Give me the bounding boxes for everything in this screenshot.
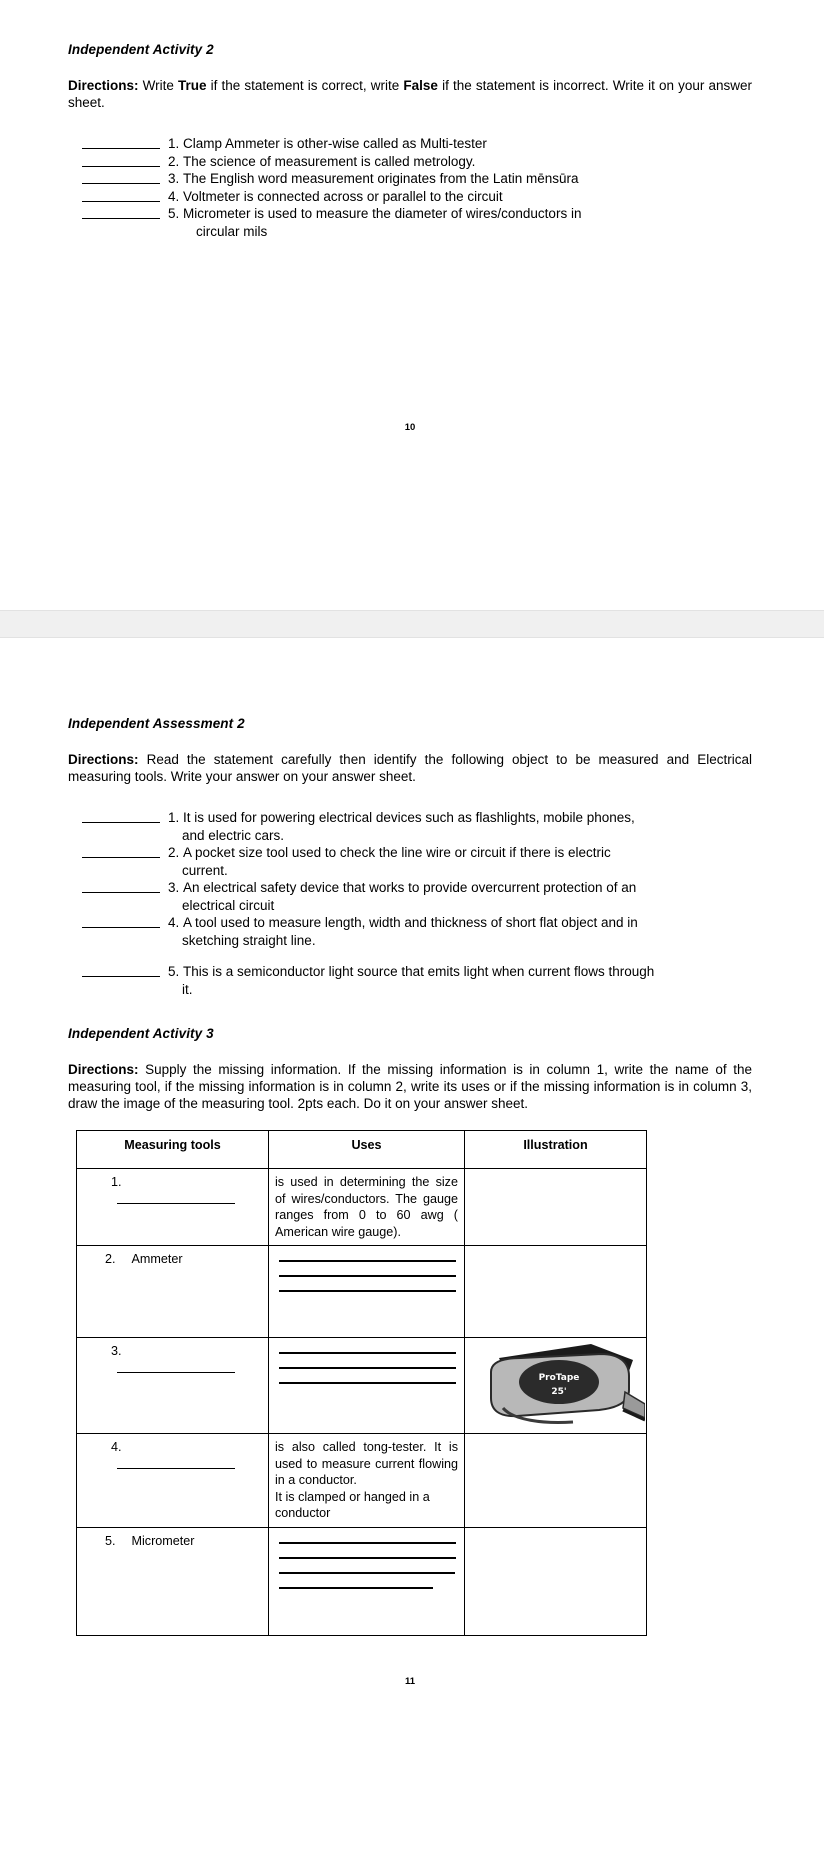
item-text: The science of measurement is called metrology. [183,153,476,169]
table-row [77,1338,647,1434]
item-text: It is used for powering electrical devices such as flashlights, mobile phones, [183,810,635,825]
item-text-line2: it. [182,981,193,997]
directions-bold-false: False [403,78,438,93]
table-row [77,1434,647,1528]
tool-answer-blank[interactable] [117,1468,235,1469]
item-number: 5. [168,206,180,221]
tool-name: Ammeter [131,1252,183,1266]
truefalse-question-list [68,135,752,240]
list-item [68,963,752,998]
page-separator [0,610,824,638]
item-text-line2: electrical circuit [182,897,275,913]
cell-illustration [465,1338,647,1434]
directions-text: Supply the missing information. If the missing information is in column 1, write the name of the measuring tool, if the missing information is in column 2, write its uses or if the missing information is in column 3, draw the image of the measuring tool. 2pts each. Do it on your answer sheet. [68,1062,752,1111]
item-number: 5. [168,964,180,979]
directions-activity-2 [68,77,752,111]
item-text: Clamp Ammeter is other-wise called as Multi-tester [183,136,487,151]
svg-text:25': 25' [551,1387,567,1397]
uses-answer-line[interactable] [279,1572,455,1574]
directions-assessment-2 [68,751,752,785]
cell-uses [269,1338,465,1434]
tool-name: Micrometer [131,1533,195,1548]
list-item [68,809,752,844]
measuring-tools-table [76,1130,647,1636]
item-text: A tool used to measure length, width and thickness of short flat object and in [183,915,638,930]
cell-tool [77,1246,269,1338]
answer-blank[interactable] [82,892,160,893]
item-number: 4. [168,188,180,204]
page-title-activity-2: Independent Activity 2 [68,42,214,57]
list-item [68,914,752,949]
table-row [77,1527,647,1635]
uses-answer-line[interactable] [279,1542,456,1544]
answer-blank[interactable] [82,857,160,858]
page-number: 11 [404,1675,416,1687]
directions-bold-true: True [178,78,207,93]
cell-tool [77,1434,269,1528]
cell-uses [269,1527,465,1635]
uses-text: is also called tong-tester. It is used to measure current flowing in a conductor. [275,1440,458,1487]
table-row [77,1169,647,1246]
cell-uses [269,1434,465,1528]
column-header-measuring-tools: Measuring tools [77,1131,269,1169]
row-number: 2. [105,1252,116,1266]
answer-blank[interactable] [82,183,160,184]
item-number: 3. [168,171,180,186]
directions-activity-3 [68,1061,752,1112]
list-item [68,205,752,240]
column-header-illustration: Illustration [465,1131,647,1169]
cell-tool [77,1169,269,1246]
item-text: The English word measurement originates from the Latin mēnsūra [183,171,579,186]
cell-tool [77,1338,269,1434]
cell-uses [269,1246,465,1338]
assessment-question-list [68,809,752,998]
answer-blank[interactable] [82,201,160,202]
tool-answer-blank[interactable] [117,1203,235,1204]
item-text-line2: current. [182,862,228,878]
list-item [68,135,752,153]
svg-text:ProTape: ProTape [538,1373,580,1383]
answer-blank[interactable] [82,166,160,167]
item-number: 4. [168,915,180,930]
uses-answer-line[interactable] [279,1382,456,1384]
table-row [77,1246,647,1338]
item-text: A pocket size tool used to check the line wire or circuit if there is electric [183,845,611,860]
tool-answer-blank[interactable] [117,1372,235,1373]
list-item [68,188,752,206]
item-text: Voltmeter is connected across or parallel to the circuit [183,188,503,204]
cell-uses: is used in determining the size of wires/conductors. The gauge ranges from 0 to 60 awg ( American wire gauge). [269,1169,465,1246]
list-item [68,153,752,171]
page-2 [0,638,824,1865]
item-number: 2. [168,845,180,860]
list-item [68,879,752,914]
page-title-activity-3: Independent Activity 3 [68,1026,214,1041]
row-number: 5. [105,1533,116,1548]
answer-blank[interactable] [82,218,160,219]
cell-illustration [465,1434,647,1528]
page-1 [0,0,824,610]
row-number: 4. [111,1440,122,1454]
item-number: 1. [168,810,180,825]
directions-text-3: if the statement is incorrect. Write it on your answer sheet. [68,78,752,110]
item-text: Micrometer is used to measure the diameter of wires/conductors in [183,206,582,221]
row-number: 1. [111,1175,122,1189]
directions-text-2: if the statement is correct, write [206,78,404,93]
item-text: This is a semiconductor light source that emits light when current flows through [183,964,655,979]
directions-text: Read the statement carefully then identify the following object to be measured and Electrical measuring tools. Write your answer on your answer sheet. [68,752,752,784]
item-number: 1. [168,136,180,151]
cell-illustration [465,1246,647,1338]
item-number: 2. [168,153,180,169]
cell-illustration [465,1527,647,1635]
column-header-uses: Uses [269,1131,465,1169]
list-item [68,170,752,188]
answer-blank[interactable] [82,148,160,149]
page-title-assessment-2: Independent Assessment 2 [68,716,245,731]
tape-measure-icon [473,1332,645,1428]
uses-answer-line[interactable] [279,1367,456,1369]
uses-answer-line[interactable] [279,1587,433,1589]
directions-label: Directions: [68,78,139,93]
answer-blank[interactable] [82,822,160,823]
uses-answer-line[interactable] [279,1290,456,1292]
cell-illustration [465,1169,647,1246]
list-item [68,844,752,879]
uses-text-line2: It is clamped or hanged in a conductor [275,1489,430,1520]
row-number: 3. [111,1344,122,1358]
uses-answer-line[interactable] [279,1557,456,1559]
directions-label: Directions: [68,752,139,767]
uses-answer-line[interactable] [279,1352,456,1354]
answer-blank[interactable] [82,927,160,928]
uses-answer-line[interactable] [279,1260,456,1262]
directions-label: Directions: [68,1062,139,1077]
answer-blank[interactable] [82,976,160,977]
item-number: 3. [168,880,180,895]
directions-text-1: Write [138,78,179,93]
page-number: 10 [404,422,416,433]
item-text-line2: and electric cars. [182,827,285,843]
cell-tool [77,1527,269,1635]
uses-answer-line[interactable] [279,1275,456,1277]
item-text-line2: circular mils [196,223,268,239]
table-header-row [77,1131,647,1169]
item-text-line2: sketching straight line. [182,932,316,948]
item-text: An electrical safety device that works to provide overcurrent protection of an [183,880,637,895]
